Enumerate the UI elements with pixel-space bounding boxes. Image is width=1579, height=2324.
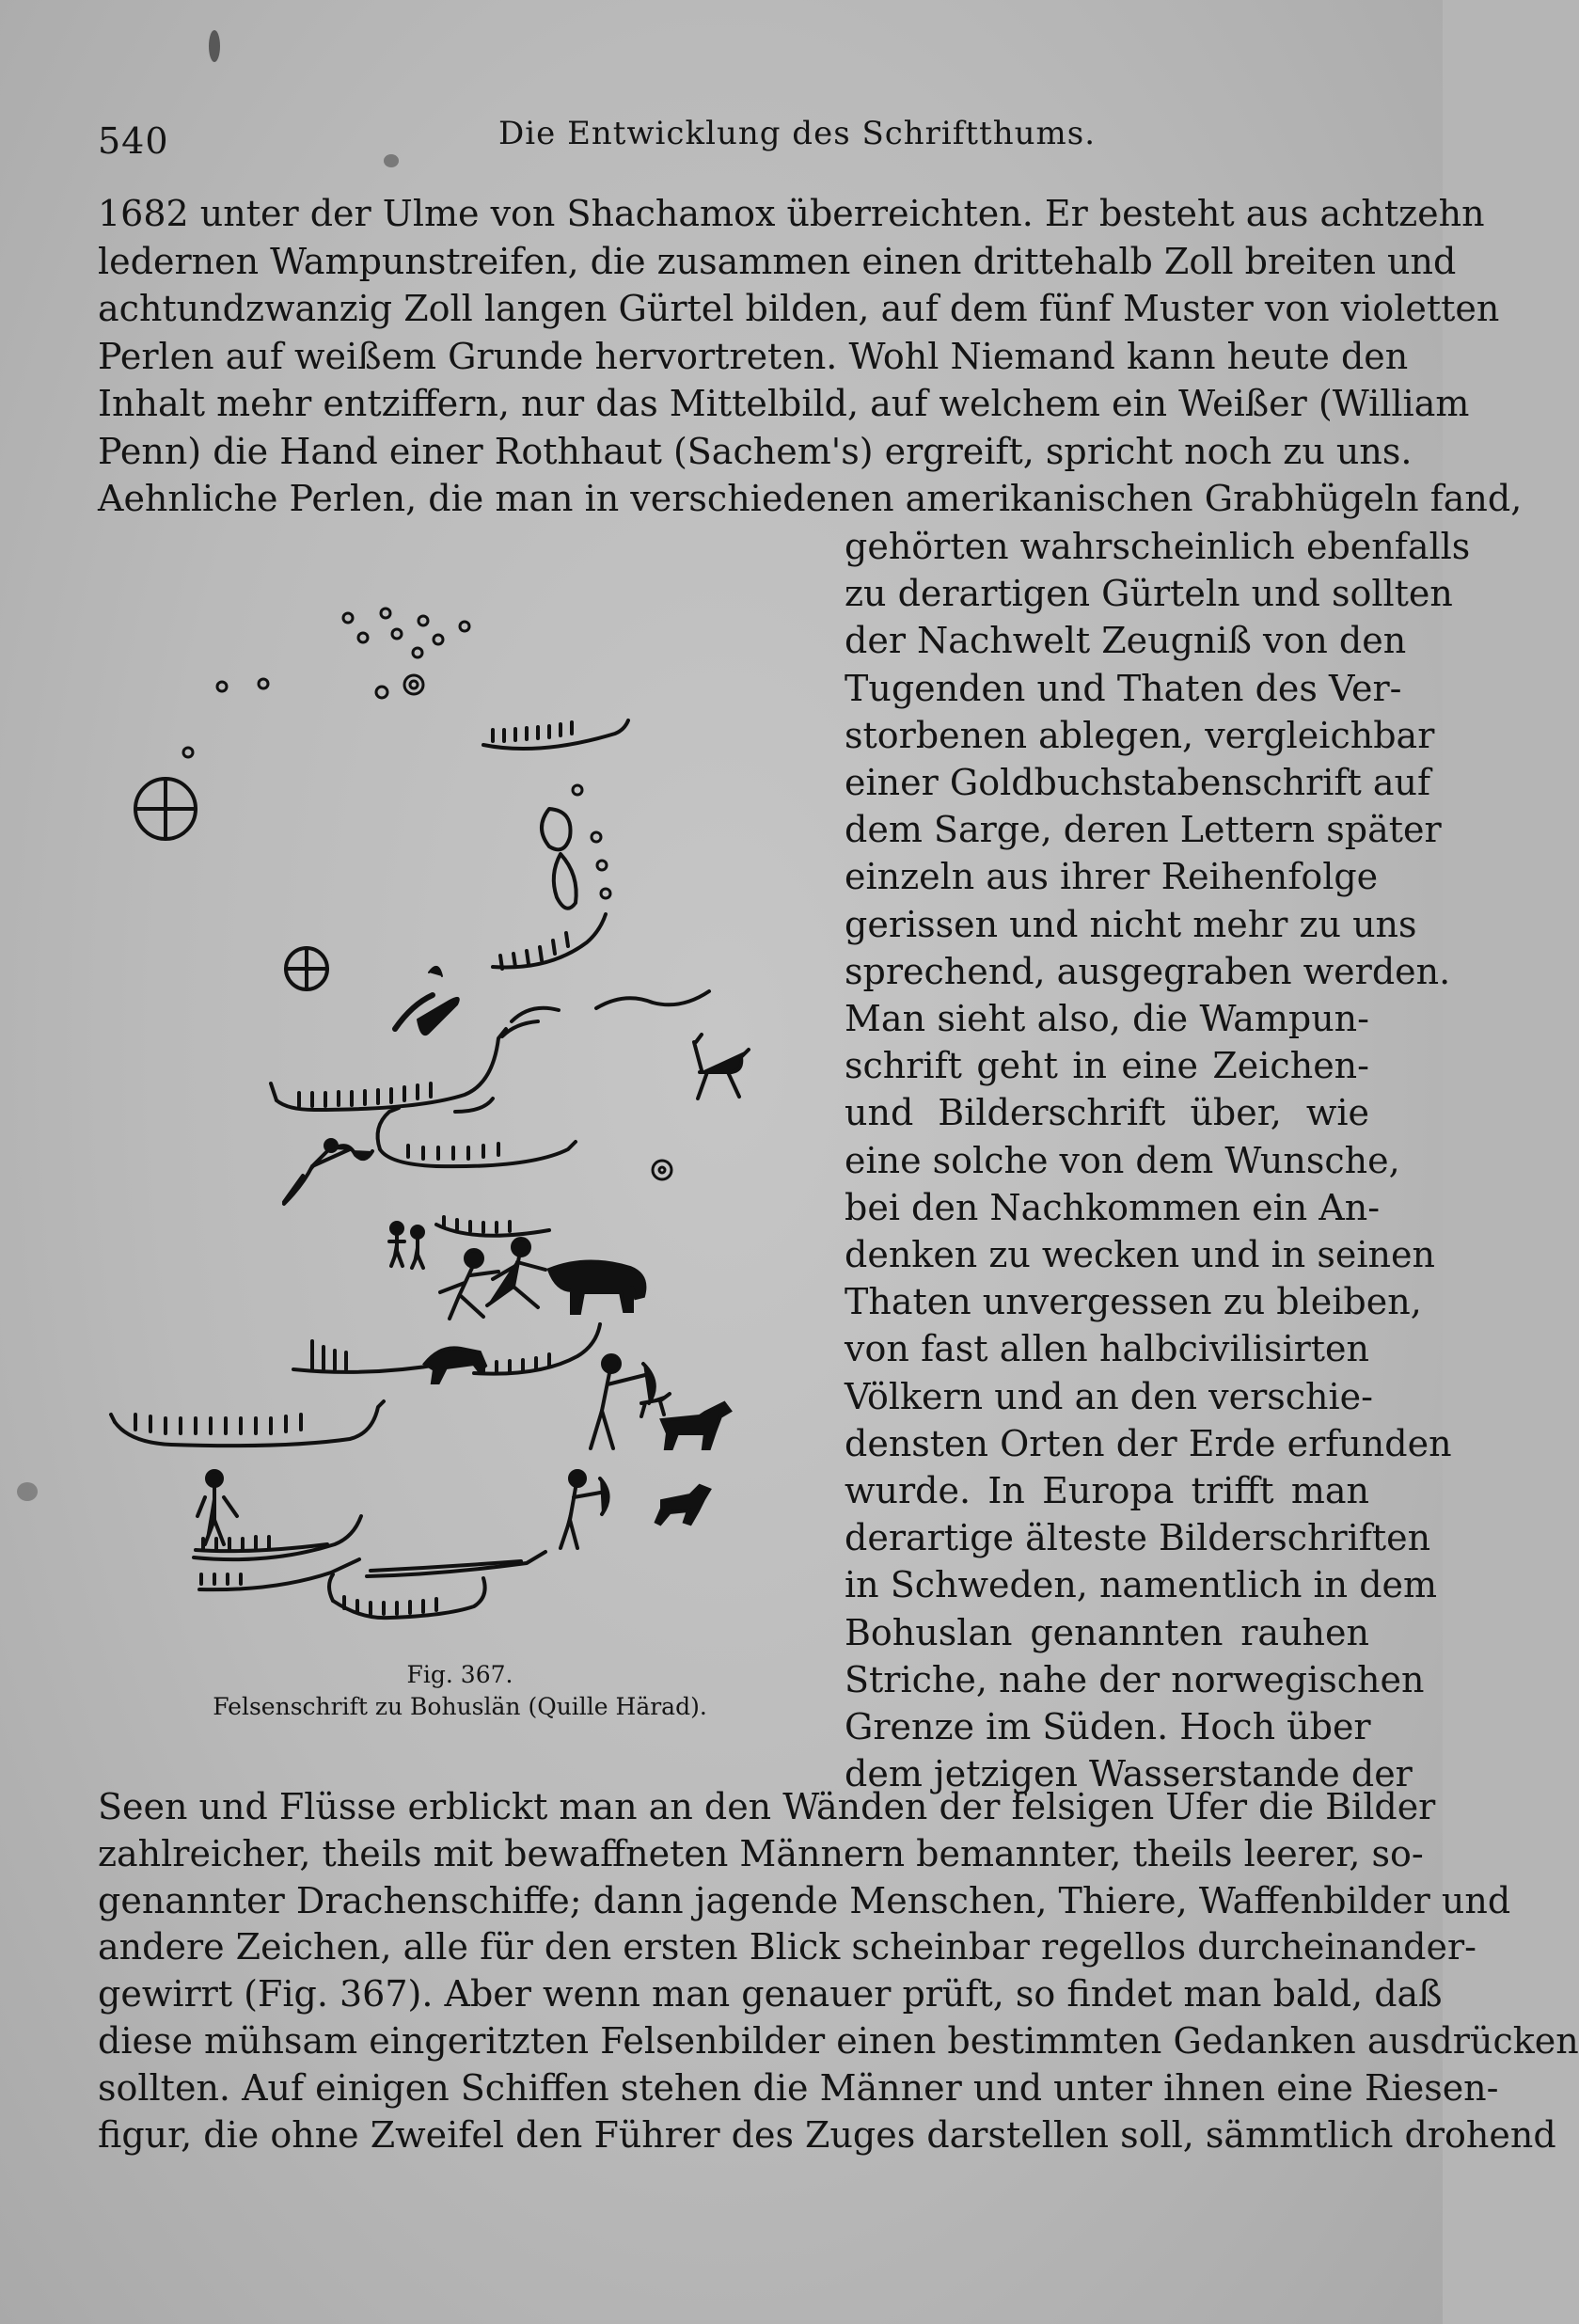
right-column-text-line: der Nachwelt Zeugniß von den	[845, 620, 1407, 662]
right-column-text-line: densten Orten der Erde erfunden	[845, 1422, 1452, 1464]
body-text-line: sollten. Auf einigen Schiffen stehen die Männer und unter ihnen eine Riesen-	[98, 2066, 1499, 2109]
right-column-text-line: dem jetzigen Wasserstande der	[845, 1753, 1413, 1795]
right-column-text-line: Grenze im Süden. Hoch über	[845, 1706, 1371, 1747]
ship-9	[194, 1516, 361, 1559]
right-column-text-line: Bohuslan genannten rauhen	[845, 1611, 1369, 1653]
body-text-line: figur, die ohne Zweifel den Führer des Zuges darstellen soll, sämmtlich drohend	[98, 2113, 1556, 2156]
wave-line-2	[512, 1008, 559, 1021]
right-column-text-line: dem Sarge, deren Lettern später	[845, 809, 1442, 851]
body-text-line: Seen und Flüsse erblickt man an den Wänden der felsigen Ufer die Bilder	[98, 1786, 1436, 1827]
right-column-text-line: bei den Nachkommen ein An-	[845, 1186, 1381, 1228]
body-text-line: Perlen auf weißem Grunde hervortreten. Wohl Niemand kann heute den	[98, 335, 1409, 377]
sun-wheel-small	[286, 948, 327, 989]
ship-12	[329, 1574, 485, 1618]
body-text-line: ledernen Wampunstreifen, die zusammen einen drittehalb Zoll breiten und	[98, 240, 1457, 282]
hunter-pair	[440, 1239, 545, 1319]
right-column-text-line: einzeln aus ihrer Reihenfolge	[845, 856, 1379, 898]
ship-3	[271, 995, 506, 1110]
rock-carving-figure	[98, 574, 822, 1646]
right-column-text-line: sprechend, ausgegraben werden.	[845, 950, 1451, 992]
figure-number: Fig. 367.	[406, 1661, 513, 1688]
right-column-text-line: von fast allen halbcivilisirten	[845, 1328, 1369, 1370]
body-text-line: Aehnliche Perlen, die man in verschiedenen amerikanischen Grabhügeln fand,	[98, 478, 1523, 519]
right-column-text-line: einer Goldbuchstabenschrift auf	[845, 762, 1431, 803]
body-text-line: 1682 unter der Ulme von Shachamox überreichten. Er besteht aus achtzehn	[98, 193, 1485, 234]
body-text-line: Inhalt mehr entziffern, nur das Mittelbild, auf welchem ein Weißer (William	[98, 383, 1470, 424]
crouching-animal	[425, 1348, 485, 1383]
right-column-text-line: zu derartigen Gürteln und sollten	[845, 573, 1453, 615]
ink-speck	[209, 30, 220, 62]
dog-1	[662, 1403, 730, 1448]
body-text-line: andere Zeichen, alle für den ersten Blick scheinbar regellos durcheinander-	[98, 1926, 1476, 1968]
ink-speck	[17, 1482, 38, 1501]
dog-2	[656, 1486, 709, 1524]
right-column-text-line: Tugenden und Thaten des Ver-	[845, 667, 1402, 709]
body-text-line: genannter Drachenschiffe; dann jagende Menschen, Thiere, Waffenbilder und	[98, 1879, 1511, 1921]
body-text-line: gewirrt (Fig. 367). Aber wenn man genauer prüft, so findet man bald, daß	[98, 1973, 1443, 2016]
deer-figure	[694, 1035, 749, 1099]
ink-speck	[384, 154, 399, 167]
cup-marks	[183, 609, 671, 1179]
ship-7	[474, 1324, 600, 1374]
ship-2	[493, 914, 606, 969]
figure-caption: Felsenschrift zu Bohuslän (Quille Härad).	[213, 1693, 707, 1720]
ship-10	[199, 1559, 359, 1589]
right-column-text-line: storbenen ablegen, vergleichbar	[845, 714, 1435, 756]
right-column-text-line: und Bilderschrift über, wie	[845, 1092, 1369, 1134]
ship-8	[111, 1401, 384, 1446]
ship-1	[483, 720, 628, 749]
running-head: Die Entwicklung des Schriftthums.	[498, 115, 1097, 152]
bear-figure	[549, 1261, 644, 1313]
right-column-text-line: Man sieht also, die Wampun-	[845, 998, 1369, 1039]
page-number: 540	[98, 120, 169, 162]
body-text-line: Penn) die Hand einer Rothhaut (Sachem's) ergreift, spricht noch zu uns.	[98, 430, 1413, 472]
right-column-text-line: eine solche von dem Wunsche,	[845, 1139, 1400, 1181]
petroglyph-illustration	[98, 574, 822, 1646]
body-text-line: diese mühsam eingeritzten Felsenbilder einen bestimmten Gedanken ausdrücken	[98, 2020, 1579, 2062]
right-column-text-line: Striche, nahe der norwegischen	[845, 1658, 1425, 1700]
wave-line-1	[596, 991, 709, 1008]
right-column-text-line: Völkern und an den verschie-	[845, 1375, 1374, 1417]
small-animal-1	[641, 1394, 670, 1416]
archer-2	[561, 1471, 608, 1548]
sun-wheel-large	[135, 779, 196, 839]
right-column-text-line: wurde. In Europa trifft man	[845, 1470, 1369, 1511]
body-text-line: achtundzwanzig Zoll langen Gürtel bilden, auf dem fünf Muster von violetten	[98, 288, 1500, 329]
body-text-line: zahlreicher, theils mit bewaffneten Männern bemannter, theils leerer, so-	[98, 1832, 1424, 1874]
ship-11	[367, 1552, 545, 1576]
right-column-text-line: gerissen und nicht mehr zu uns	[845, 903, 1417, 945]
right-column-text-line: gehörten wahrscheinlich ebenfalls	[845, 526, 1471, 567]
swimming-man	[284, 1140, 372, 1204]
two-small-men	[389, 1223, 423, 1268]
right-column-text-line: derartige älteste Bilderschriften	[845, 1517, 1431, 1559]
ship-5	[436, 1217, 549, 1236]
ship-4	[378, 1099, 576, 1166]
right-column-text-line: denken zu wecken und in seinen	[845, 1234, 1435, 1275]
right-column-text-line: Thaten unvergessen zu bleiben,	[845, 1281, 1422, 1323]
right-column-text-line: schrift geht in eine Zeichen-	[845, 1045, 1369, 1087]
standing-man	[197, 1471, 237, 1544]
right-column-text-line: in Schweden, namentlich in dem	[845, 1564, 1438, 1606]
